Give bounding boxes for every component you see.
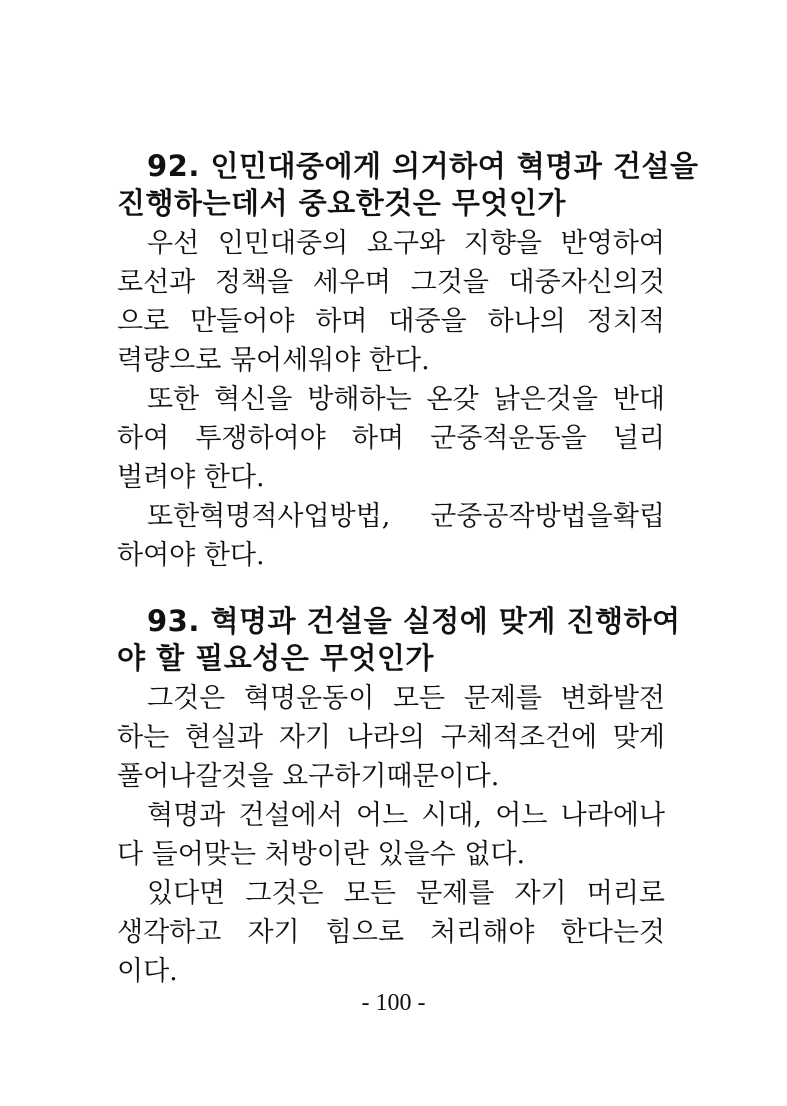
text-line: 생각하고 자기 힘으로 처리해야 한다는것 bbox=[117, 917, 665, 948]
text-line: 이다. bbox=[117, 956, 178, 987]
heading-line: 진행하는데서 중요한것은 무엇인가 bbox=[117, 186, 566, 220]
text-line: 하여야 한다. bbox=[117, 540, 265, 571]
section-92-heading bbox=[117, 148, 699, 222]
text-line: 그것은 혁명운동이 모든 문제를 변화발전 bbox=[147, 683, 665, 714]
heading-line: 야 할 필요성은 무엇인가 bbox=[117, 641, 434, 675]
text-line: 또한 혁신을 방해하는 온갖 낡은것을 반대 bbox=[147, 384, 665, 415]
text-line: 혁명과 건설에서 어느 시대, 어느 나라에나 bbox=[147, 800, 665, 831]
section-93-paragraph-3 bbox=[117, 874, 665, 991]
section-92-paragraph-2 bbox=[117, 380, 665, 497]
heading-line: 93. 혁명과 건설을 실정에 맞게 진행하여 bbox=[147, 604, 681, 638]
section-92-paragraph-3 bbox=[117, 497, 665, 575]
text-line: 다 들어맞는 처방이란 있을수 없다. bbox=[117, 839, 526, 870]
text-line: 하는 현실과 자기 나라의 구체적조건에 맞게 bbox=[117, 722, 665, 753]
section-93-heading bbox=[117, 603, 681, 677]
section-92-paragraph-1 bbox=[117, 224, 665, 380]
section-93-paragraph-1 bbox=[117, 679, 665, 796]
page-number: - 100 - bbox=[361, 990, 426, 1016]
text-line: 풀어나갈것을 요구하기때문이다. bbox=[117, 761, 500, 792]
heading-line: 92. 인민대중에게 의거하여 혁명과 건설을 bbox=[147, 149, 699, 183]
text-line: 하여 투쟁하여야 하며 군중적운동을 널리 bbox=[117, 423, 665, 454]
text-line: 로선과 정책을 세우며 그것을 대중자신의것 bbox=[117, 267, 665, 298]
text-line: 있다면 그것은 모든 문제를 자기 머리로 bbox=[147, 878, 665, 909]
text-line: 으로 만들어야 하며 대중을 하나의 정치적 bbox=[117, 306, 665, 337]
text-line: 력량으로 묶어세워야 한다. bbox=[117, 345, 430, 376]
text-line: 벌려야 한다. bbox=[117, 462, 265, 493]
text-line: 또한혁명적사업방법, 군중공작방법을확립 bbox=[147, 501, 665, 532]
section-93-paragraph-2 bbox=[117, 796, 665, 874]
text-line: 우선 인민대중의 요구와 지향을 반영하여 bbox=[147, 228, 665, 259]
